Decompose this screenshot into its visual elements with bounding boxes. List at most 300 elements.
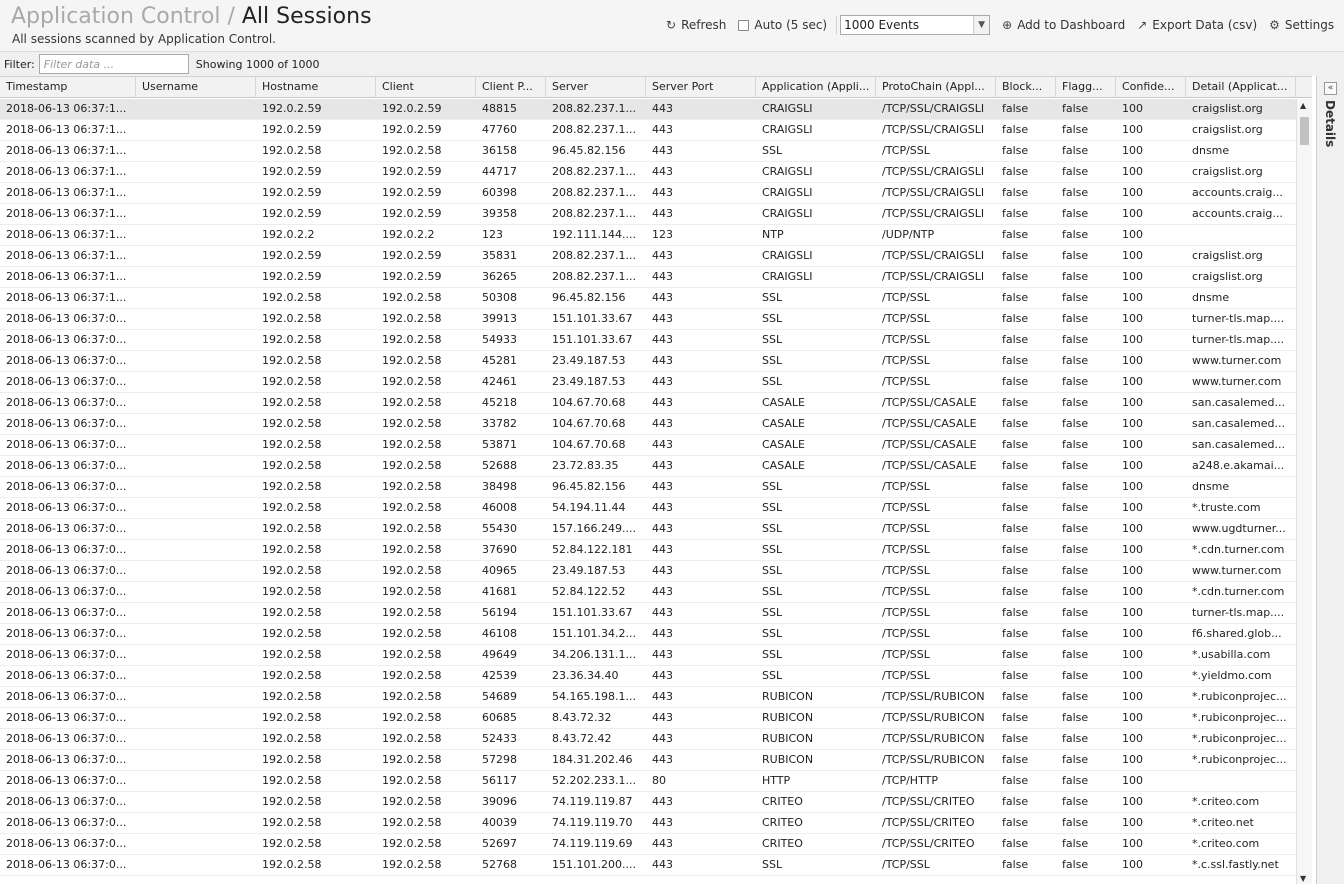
cell-blocked: false bbox=[1002, 144, 1029, 157]
cell-client: 192.0.2.58 bbox=[382, 417, 442, 430]
cell-server: 104.67.70.68 bbox=[552, 396, 626, 409]
cell-detail bbox=[1186, 225, 1296, 246]
page-subtitle: All sessions scanned by Application Control. bbox=[12, 32, 276, 46]
cell-server: 192.111.144.... bbox=[552, 228, 636, 241]
auto-refresh-checkbox[interactable] bbox=[732, 18, 833, 32]
cell-client: 192.0.2.59 bbox=[382, 249, 442, 262]
cell-application: SSL bbox=[762, 522, 783, 535]
cell-server: 208.82.237.1... bbox=[552, 102, 636, 115]
cell-username bbox=[136, 414, 256, 435]
cell-hostname: 192.0.2.59 bbox=[262, 207, 322, 220]
cell-flagged: false bbox=[1062, 669, 1089, 682]
events-limit-select[interactable] bbox=[840, 15, 990, 35]
cell-blocked: false bbox=[1002, 501, 1029, 514]
table-row[interactable] bbox=[0, 792, 1296, 813]
cell-server-port: 443 bbox=[652, 753, 673, 766]
cell-detail: *.yieldmo.com bbox=[1192, 669, 1272, 682]
cell-timestamp: 2018-06-13 06:37:0... bbox=[6, 564, 127, 577]
collapse-icon[interactable]: « bbox=[1324, 82, 1337, 95]
table-row[interactable] bbox=[0, 498, 1296, 519]
cell-application: SSL bbox=[762, 312, 783, 325]
cell-client: 192.0.2.59 bbox=[382, 165, 442, 178]
cell-server: 54.194.11.44 bbox=[552, 501, 626, 514]
export-data-button[interactable] bbox=[1131, 18, 1263, 32]
table-row[interactable] bbox=[0, 414, 1296, 435]
column-header-server-port[interactable]: Server Port bbox=[646, 77, 756, 98]
cell-flagged: false bbox=[1062, 774, 1089, 787]
cell-detail: craigslist.org bbox=[1192, 270, 1263, 283]
cell-blocked: false bbox=[1002, 396, 1029, 409]
table-row[interactable] bbox=[0, 435, 1296, 456]
cell-application: SSL bbox=[762, 543, 783, 556]
add-to-dashboard-label: Add to Dashboard bbox=[1017, 18, 1126, 32]
cell-hostname: 192.0.2.59 bbox=[262, 270, 322, 283]
cell-hostname: 192.0.2.58 bbox=[262, 522, 322, 535]
cell-timestamp: 2018-06-13 06:37:1... bbox=[6, 228, 127, 241]
cell-flagged: false bbox=[1062, 795, 1089, 808]
cell-hostname: 192.0.2.58 bbox=[262, 564, 322, 577]
cell-confidence: 100 bbox=[1122, 774, 1143, 787]
cell-flagged: false bbox=[1062, 627, 1089, 640]
table-row[interactable] bbox=[0, 750, 1296, 771]
cell-confidence: 100 bbox=[1122, 732, 1143, 745]
cell-blocked: false bbox=[1002, 543, 1029, 556]
cell-server: 34.206.131.1... bbox=[552, 648, 636, 661]
cell-blocked: false bbox=[1002, 711, 1029, 724]
cell-flagged: false bbox=[1062, 228, 1089, 241]
cell-client-port: 40039 bbox=[482, 816, 517, 829]
cell-server: 23.49.187.53 bbox=[552, 354, 626, 367]
table-row[interactable] bbox=[0, 666, 1296, 687]
cell-client-port: 41681 bbox=[482, 585, 517, 598]
table-row[interactable] bbox=[0, 351, 1296, 372]
auto-refresh-label: Auto (5 sec) bbox=[754, 18, 828, 32]
table-row[interactable] bbox=[0, 288, 1296, 309]
cell-protochain: /TCP/SSL/CRAIGSLI bbox=[882, 270, 985, 283]
cell-blocked: false bbox=[1002, 291, 1029, 304]
cell-username bbox=[136, 771, 256, 792]
cell-client: 192.0.2.58 bbox=[382, 627, 442, 640]
cell-timestamp: 2018-06-13 06:37:0... bbox=[6, 459, 127, 472]
cell-detail: www.turner.com bbox=[1192, 375, 1282, 388]
table-row[interactable] bbox=[0, 183, 1296, 204]
cell-confidence: 100 bbox=[1122, 333, 1143, 346]
cell-blocked: false bbox=[1002, 123, 1029, 136]
cell-application: HTTP bbox=[762, 774, 791, 787]
table-row[interactable] bbox=[0, 687, 1296, 708]
cell-timestamp: 2018-06-13 06:37:0... bbox=[6, 648, 127, 661]
cell-username bbox=[136, 645, 256, 666]
cell-flagged: false bbox=[1062, 480, 1089, 493]
cell-client-port: 39096 bbox=[482, 795, 517, 808]
export-data-label: Export Data (csv) bbox=[1152, 18, 1258, 32]
cell-server-port: 443 bbox=[652, 858, 673, 871]
cell-server-port: 443 bbox=[652, 312, 673, 325]
table-row[interactable] bbox=[0, 624, 1296, 645]
cell-confidence: 100 bbox=[1122, 648, 1143, 661]
table-row[interactable] bbox=[0, 771, 1296, 792]
cell-server: 23.49.187.53 bbox=[552, 564, 626, 577]
cell-client-port: 39358 bbox=[482, 207, 517, 220]
cell-timestamp: 2018-06-13 06:37:1... bbox=[6, 270, 127, 283]
cell-protochain: /TCP/SSL/CRITEO bbox=[882, 795, 975, 808]
cell-server: 23.72.83.35 bbox=[552, 459, 619, 472]
cell-protochain: /TCP/SSL bbox=[882, 144, 930, 157]
cell-application: SSL bbox=[762, 501, 783, 514]
add-to-dashboard-button[interactable] bbox=[996, 18, 1131, 32]
cell-server-port: 443 bbox=[652, 207, 673, 220]
cell-hostname: 192.0.2.59 bbox=[262, 165, 322, 178]
cell-client-port: 55430 bbox=[482, 522, 517, 535]
column-header-flagged[interactable]: Flagg... bbox=[1056, 77, 1116, 98]
table-row[interactable] bbox=[0, 729, 1296, 750]
table-row[interactable] bbox=[0, 582, 1296, 603]
cell-hostname: 192.0.2.59 bbox=[262, 102, 322, 115]
cell-timestamp: 2018-06-13 06:37:1... bbox=[6, 291, 127, 304]
checkbox-icon[interactable] bbox=[738, 20, 749, 31]
cell-hostname: 192.0.2.58 bbox=[262, 627, 322, 640]
cell-detail: *.rubiconprojec... bbox=[1192, 732, 1287, 745]
cell-protochain: /TCP/SSL/CASALE bbox=[882, 438, 977, 451]
cell-blocked: false bbox=[1002, 438, 1029, 451]
table-row[interactable] bbox=[0, 393, 1296, 414]
cell-server: 23.36.34.40 bbox=[552, 669, 619, 682]
cell-username bbox=[136, 603, 256, 624]
cell-server: 74.119.119.70 bbox=[552, 816, 633, 829]
cell-application: SSL bbox=[762, 375, 783, 388]
cell-server-port: 443 bbox=[652, 165, 673, 178]
filter-input[interactable] bbox=[39, 54, 189, 74]
cell-detail: www.turner.com bbox=[1192, 564, 1282, 577]
cell-application: SSL bbox=[762, 333, 783, 346]
cell-application: CRAIGSLI bbox=[762, 165, 813, 178]
cell-flagged: false bbox=[1062, 207, 1089, 220]
cell-application: CRAIGSLI bbox=[762, 207, 813, 220]
table-row[interactable] bbox=[0, 141, 1296, 162]
cell-username bbox=[136, 183, 256, 204]
cell-username bbox=[136, 813, 256, 834]
cell-server: 208.82.237.1... bbox=[552, 207, 636, 220]
cell-application: SSL bbox=[762, 669, 783, 682]
cell-timestamp: 2018-06-13 06:37:0... bbox=[6, 480, 127, 493]
events-limit-value: 1000 Events bbox=[844, 18, 920, 32]
cell-client: 192.0.2.2 bbox=[382, 228, 435, 241]
cell-confidence: 100 bbox=[1122, 270, 1143, 283]
details-panel-title[interactable]: Details bbox=[1323, 100, 1337, 148]
cell-confidence: 100 bbox=[1122, 690, 1143, 703]
cell-server-port: 443 bbox=[652, 564, 673, 577]
cell-confidence: 100 bbox=[1122, 354, 1143, 367]
cell-hostname: 192.0.2.58 bbox=[262, 354, 322, 367]
column-header-detail[interactable]: Detail (Applicat... bbox=[1186, 77, 1296, 98]
cell-hostname: 192.0.2.58 bbox=[262, 837, 322, 850]
cell-server-port: 443 bbox=[652, 459, 673, 472]
cell-detail: craigslist.org bbox=[1192, 249, 1263, 262]
scrollbar-thumb[interactable] bbox=[1300, 117, 1309, 145]
column-header-protochain[interactable]: ProtoChain (Appl... bbox=[876, 77, 996, 98]
table-row[interactable] bbox=[0, 267, 1296, 288]
table-row[interactable] bbox=[0, 561, 1296, 582]
cell-flagged: false bbox=[1062, 858, 1089, 871]
cell-application: SSL bbox=[762, 564, 783, 577]
cell-blocked: false bbox=[1002, 648, 1029, 661]
cell-blocked: false bbox=[1002, 690, 1029, 703]
cell-client: 192.0.2.58 bbox=[382, 816, 442, 829]
column-header-confidence[interactable]: Confide... bbox=[1116, 77, 1186, 98]
cell-server: 96.45.82.156 bbox=[552, 291, 626, 304]
row-count-text: Showing 1000 of 1000 bbox=[195, 57, 320, 71]
table-row[interactable] bbox=[0, 645, 1296, 666]
cell-timestamp: 2018-06-13 06:37:0... bbox=[6, 711, 127, 724]
cell-flagged: false bbox=[1062, 501, 1089, 514]
details-side-panel bbox=[1316, 76, 1344, 884]
table-row[interactable] bbox=[0, 330, 1296, 351]
cell-client-port: 56194 bbox=[482, 606, 517, 619]
page-title bbox=[11, 4, 372, 30]
cell-client: 192.0.2.58 bbox=[382, 312, 442, 325]
cell-detail: *.rubiconprojec... bbox=[1192, 711, 1287, 724]
cell-blocked: false bbox=[1002, 354, 1029, 367]
export-icon: ↗ bbox=[1137, 18, 1148, 32]
sessions-grid bbox=[0, 76, 1312, 884]
table-row[interactable] bbox=[0, 708, 1296, 729]
cell-server-port: 443 bbox=[652, 648, 673, 661]
vertical-scrollbar[interactable] bbox=[1296, 99, 1312, 884]
cell-detail: *.cdn.turner.com bbox=[1192, 543, 1285, 556]
cell-flagged: false bbox=[1062, 375, 1089, 388]
scroll-down-icon[interactable]: ▼ bbox=[1300, 874, 1307, 883]
cell-server: 151.101.33.67 bbox=[552, 312, 633, 325]
cell-client-port: 123 bbox=[482, 228, 503, 241]
cell-username bbox=[136, 750, 256, 771]
cell-detail: craigslist.org bbox=[1192, 123, 1263, 136]
cell-username bbox=[136, 120, 256, 141]
cell-hostname: 192.0.2.58 bbox=[262, 543, 322, 556]
cell-username bbox=[136, 855, 256, 876]
cell-flagged: false bbox=[1062, 753, 1089, 766]
cell-server: 74.119.119.69 bbox=[552, 837, 633, 850]
cell-timestamp: 2018-06-13 06:37:0... bbox=[6, 375, 127, 388]
cell-detail: f6.shared.glob... bbox=[1192, 627, 1282, 640]
table-row[interactable] bbox=[0, 120, 1296, 141]
cell-timestamp: 2018-06-13 06:37:1... bbox=[6, 144, 127, 157]
cell-client: 192.0.2.58 bbox=[382, 459, 442, 472]
cell-username bbox=[136, 624, 256, 645]
cell-protochain: /TCP/SSL bbox=[882, 543, 930, 556]
cell-hostname: 192.0.2.58 bbox=[262, 459, 322, 472]
cell-server: 208.82.237.1... bbox=[552, 165, 636, 178]
table-row[interactable] bbox=[0, 603, 1296, 624]
cell-application: SSL bbox=[762, 354, 783, 367]
cell-protochain: /TCP/SSL bbox=[882, 606, 930, 619]
cell-application: RUBICON bbox=[762, 753, 814, 766]
cell-blocked: false bbox=[1002, 669, 1029, 682]
scroll-up-icon[interactable]: ▲ bbox=[1300, 101, 1307, 110]
table-row[interactable] bbox=[0, 246, 1296, 267]
cell-hostname: 192.0.2.58 bbox=[262, 501, 322, 514]
cell-protochain: /TCP/SSL/CRAIGSLI bbox=[882, 165, 985, 178]
cell-detail: *.criteo.com bbox=[1192, 795, 1260, 808]
cell-server: 157.166.249.... bbox=[552, 522, 636, 535]
column-header-username[interactable]: Username bbox=[136, 77, 256, 98]
cell-protochain: /TCP/SSL/RUBICON bbox=[882, 753, 985, 766]
cell-hostname: 192.0.2.58 bbox=[262, 585, 322, 598]
grid-rows bbox=[0, 99, 1296, 876]
cell-protochain: /TCP/SSL bbox=[882, 522, 930, 535]
cell-detail: san.casalemed... bbox=[1192, 396, 1285, 409]
table-row[interactable] bbox=[0, 225, 1296, 246]
cell-username bbox=[136, 204, 256, 225]
cell-server: 208.82.237.1... bbox=[552, 123, 636, 136]
cell-client: 192.0.2.58 bbox=[382, 291, 442, 304]
cell-server: 54.165.198.1... bbox=[552, 690, 636, 703]
cell-hostname: 192.0.2.58 bbox=[262, 480, 322, 493]
refresh-button[interactable] bbox=[660, 18, 732, 32]
cell-client: 192.0.2.59 bbox=[382, 102, 442, 115]
cell-detail: san.casalemed... bbox=[1192, 438, 1285, 451]
cell-blocked: false bbox=[1002, 459, 1029, 472]
cell-application: CRAIGSLI bbox=[762, 102, 813, 115]
cell-confidence: 100 bbox=[1122, 522, 1143, 535]
cell-timestamp: 2018-06-13 06:37:0... bbox=[6, 417, 127, 430]
cell-blocked: false bbox=[1002, 585, 1029, 598]
settings-button[interactable] bbox=[1263, 18, 1340, 32]
table-row[interactable] bbox=[0, 834, 1296, 855]
cell-timestamp: 2018-06-13 06:37:0... bbox=[6, 774, 127, 787]
cell-server-port: 443 bbox=[652, 375, 673, 388]
column-header-client-port[interactable]: Client P... bbox=[476, 77, 546, 98]
cell-application: RUBICON bbox=[762, 711, 814, 724]
chevron-down-icon[interactable]: ▼ bbox=[973, 16, 989, 34]
cell-application: NTP bbox=[762, 228, 784, 241]
column-header-timestamp[interactable]: Timestamp bbox=[0, 77, 136, 98]
table-row[interactable] bbox=[0, 372, 1296, 393]
table-row[interactable] bbox=[0, 309, 1296, 330]
cell-client: 192.0.2.58 bbox=[382, 480, 442, 493]
cell-server: 208.82.237.1... bbox=[552, 186, 636, 199]
cell-timestamp: 2018-06-13 06:37:0... bbox=[6, 627, 127, 640]
cell-blocked: false bbox=[1002, 816, 1029, 829]
cell-timestamp: 2018-06-13 06:37:1... bbox=[6, 123, 127, 136]
cell-confidence: 100 bbox=[1122, 417, 1143, 430]
column-header-hostname[interactable]: Hostname bbox=[256, 77, 376, 98]
cell-server-port: 443 bbox=[652, 627, 673, 640]
cell-timestamp: 2018-06-13 06:37:0... bbox=[6, 501, 127, 514]
cell-confidence: 100 bbox=[1122, 480, 1143, 493]
cell-hostname: 192.0.2.59 bbox=[262, 123, 322, 136]
table-row[interactable] bbox=[0, 204, 1296, 225]
cell-username bbox=[136, 267, 256, 288]
cell-application: SSL bbox=[762, 606, 783, 619]
cell-username bbox=[136, 792, 256, 813]
cell-server-port: 443 bbox=[652, 795, 673, 808]
table-row[interactable] bbox=[0, 540, 1296, 561]
cell-client: 192.0.2.59 bbox=[382, 123, 442, 136]
cell-confidence: 100 bbox=[1122, 102, 1143, 115]
cell-server: 96.45.82.156 bbox=[552, 480, 626, 493]
cell-flagged: false bbox=[1062, 186, 1089, 199]
settings-label: Settings bbox=[1284, 18, 1335, 32]
cell-protochain: /UDP/NTP bbox=[882, 228, 935, 241]
column-header-server[interactable]: Server bbox=[546, 77, 646, 98]
cell-confidence: 100 bbox=[1122, 165, 1143, 178]
cell-server-port: 443 bbox=[652, 144, 673, 157]
cell-hostname: 192.0.2.58 bbox=[262, 711, 322, 724]
cell-server-port: 443 bbox=[652, 186, 673, 199]
cell-username bbox=[136, 540, 256, 561]
cell-hostname: 192.0.2.59 bbox=[262, 186, 322, 199]
cell-username bbox=[136, 99, 256, 120]
cell-confidence: 100 bbox=[1122, 291, 1143, 304]
cell-confidence: 100 bbox=[1122, 186, 1143, 199]
cell-client-port: 45218 bbox=[482, 396, 517, 409]
column-header-blocked[interactable]: Block... bbox=[996, 77, 1056, 98]
cell-blocked: false bbox=[1002, 564, 1029, 577]
cell-detail: dnsme bbox=[1192, 144, 1230, 157]
cell-client-port: 42539 bbox=[482, 669, 517, 682]
cell-server-port: 443 bbox=[652, 501, 673, 514]
cell-timestamp: 2018-06-13 06:37:0... bbox=[6, 333, 127, 346]
cell-timestamp: 2018-06-13 06:37:0... bbox=[6, 522, 127, 535]
column-header-application[interactable]: Application (Appli... bbox=[756, 77, 876, 98]
cell-client-port: 44717 bbox=[482, 165, 517, 178]
cell-client-port: 52433 bbox=[482, 732, 517, 745]
cell-server-port: 443 bbox=[652, 249, 673, 262]
cell-client-port: 52688 bbox=[482, 459, 517, 472]
app-name[interactable]: Application Control bbox=[11, 4, 221, 29]
cell-client: 192.0.2.59 bbox=[382, 270, 442, 283]
cell-hostname: 192.0.2.58 bbox=[262, 375, 322, 388]
column-header-client[interactable]: Client bbox=[376, 77, 476, 98]
cell-protochain: /TCP/SSL/CRAIGSLI bbox=[882, 207, 985, 220]
table-row[interactable] bbox=[0, 855, 1296, 876]
cell-client: 192.0.2.58 bbox=[382, 501, 442, 514]
table-row[interactable] bbox=[0, 477, 1296, 498]
cell-flagged: false bbox=[1062, 396, 1089, 409]
table-row[interactable] bbox=[0, 162, 1296, 183]
cell-protochain: /TCP/SSL bbox=[882, 669, 930, 682]
cell-server-port: 443 bbox=[652, 690, 673, 703]
cell-timestamp: 2018-06-13 06:37:1... bbox=[6, 186, 127, 199]
cell-hostname: 192.0.2.58 bbox=[262, 291, 322, 304]
cell-flagged: false bbox=[1062, 165, 1089, 178]
cell-server: 74.119.119.87 bbox=[552, 795, 633, 808]
cell-flagged: false bbox=[1062, 648, 1089, 661]
cell-hostname: 192.0.2.58 bbox=[262, 690, 322, 703]
cell-confidence: 100 bbox=[1122, 543, 1143, 556]
cell-application: CASALE bbox=[762, 396, 805, 409]
table-row[interactable] bbox=[0, 519, 1296, 540]
cell-protochain: /TCP/SSL/CRAIGSLI bbox=[882, 123, 985, 136]
cell-flagged: false bbox=[1062, 606, 1089, 619]
plus-circle-icon: ⊕ bbox=[1002, 18, 1013, 32]
cell-client: 192.0.2.58 bbox=[382, 522, 442, 535]
table-row[interactable] bbox=[0, 99, 1296, 120]
cell-application: SSL bbox=[762, 480, 783, 493]
cell-client: 192.0.2.58 bbox=[382, 585, 442, 598]
cell-client-port: 36158 bbox=[482, 144, 517, 157]
table-row[interactable] bbox=[0, 456, 1296, 477]
cell-server-port: 443 bbox=[652, 711, 673, 724]
cell-client-port: 45281 bbox=[482, 354, 517, 367]
cell-application: CASALE bbox=[762, 438, 805, 451]
cell-username bbox=[136, 456, 256, 477]
cell-detail: craigslist.org bbox=[1192, 165, 1263, 178]
table-row[interactable] bbox=[0, 813, 1296, 834]
cell-application: SSL bbox=[762, 585, 783, 598]
cell-protochain: /TCP/SSL/RUBICON bbox=[882, 711, 985, 724]
cell-client-port: 54689 bbox=[482, 690, 517, 703]
